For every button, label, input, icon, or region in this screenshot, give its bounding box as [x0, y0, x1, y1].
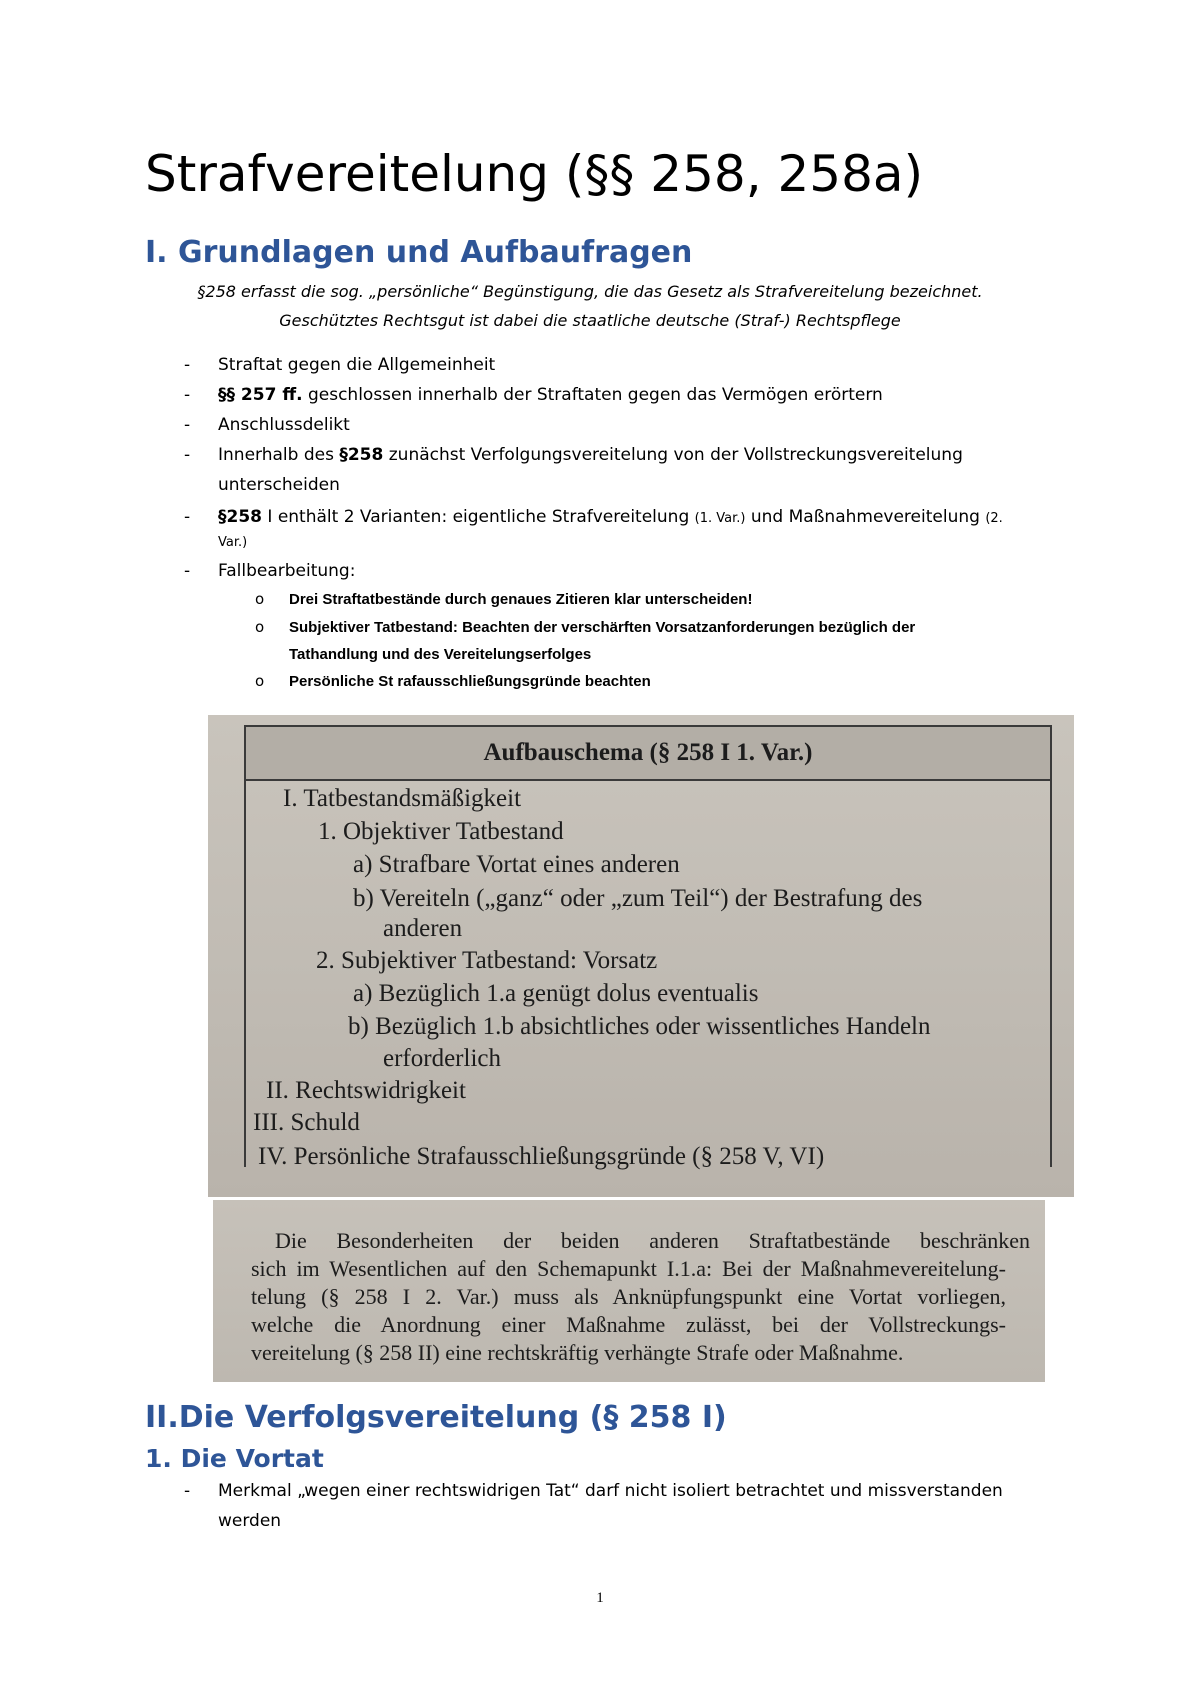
- note-hyphen: -: [998, 1256, 1006, 1281]
- note-line: telung (§ 258 I 2. Var.) muss als Anknüpfungspunkt eine Vortat vorliegen,: [251, 1284, 1006, 1309]
- schema-line: erforderlich: [383, 1045, 501, 1072]
- page-number: 1: [596, 1590, 604, 1606]
- variant-label: (1. Var.): [694, 511, 746, 526]
- citation: §258: [339, 445, 384, 465]
- sub-list-item-text: Drei Straftatbestände durch genaues Zitieren klar unterscheiden!: [289, 591, 753, 608]
- note-line: [251, 1256, 1006, 1282]
- intro-line-2: Geschütztes Rechtsgut ist dabei die staatliche deutsche (Straf-) Rechtspflege: [279, 311, 901, 330]
- sub-list-item-text: Tathandlung und des Vereitelungserfolges: [289, 646, 592, 663]
- circle-bullet: o: [255, 590, 265, 608]
- section-heading-verfolgsvereitelung: II.Die Verfolgsvereitelung (§ 258 I): [145, 1400, 727, 1435]
- schema-line: II. Rechtswidrigkeit: [266, 1077, 466, 1104]
- dash-bullet: -: [184, 507, 191, 527]
- schema-line: III. Schuld: [253, 1109, 360, 1136]
- list-item-text-start: Innerhalb des: [218, 445, 340, 465]
- list-item-text-rest: zunächst Verfolgungsvereitelung von der Vollstreckungsvereitelung: [383, 445, 963, 465]
- dash-bullet: -: [184, 355, 191, 375]
- list-item-text: werden: [218, 1511, 282, 1531]
- schema-line: anderen: [383, 915, 463, 942]
- circle-bullet: o: [255, 618, 265, 636]
- list-item-text: [218, 380, 883, 410]
- list-item-text: Anschlussdelikt: [218, 415, 350, 435]
- subsection-heading-vortat: 1. Die Vortat: [145, 1444, 324, 1473]
- section-heading-grundlagen: I. Grundlagen und Aufbaufragen: [145, 235, 693, 270]
- variant-label: (2.: [985, 511, 1003, 526]
- list-item-text: unterscheiden: [218, 475, 340, 495]
- sub-list-item-text: Subjektiver Tatbestand: Beachten der verschärften Vorsatzanforderungen bezüglich der: [289, 619, 916, 636]
- document-title: Strafvereitelung (§§ 258, 258a): [145, 145, 924, 203]
- circle-bullet: o: [255, 672, 265, 690]
- list-item-text: [218, 502, 1003, 534]
- schema-line: b) Vereiteln („ganz“ oder „zum Teil“) der Bestrafung des: [353, 885, 923, 912]
- dash-bullet: -: [184, 415, 191, 435]
- schema-line: a) Bezüglich 1.a genügt dolus eventualis: [353, 980, 759, 1007]
- list-item-text: Straftat gegen die Allgemeinheit: [218, 355, 496, 375]
- variant-label: Var.): [218, 535, 248, 550]
- schema-line: a) Strafbare Vortat eines anderen: [353, 851, 680, 878]
- note-line-text: sich im Wesentlichen auf den Schemapunkt I.1.a: Bei der Maßnahmevereitelung: [251, 1256, 999, 1281]
- schema-line: IV. Persönliche Strafausschließungsgründe (§ 258 V, VI): [258, 1143, 825, 1170]
- schema-line: I. Tatbestandsmäßigkeit: [283, 785, 522, 812]
- note-scan-image: [213, 1200, 1045, 1382]
- list-item-text: [218, 440, 963, 470]
- list-item-text: Fallbearbeitung:: [218, 561, 356, 581]
- list-item-text: Merkmal „wegen einer rechtswidrigen Tat“ darf nicht isoliert betrachtet und missverstanden: [218, 1481, 1003, 1501]
- dash-bullet: -: [184, 385, 191, 405]
- schema-scan-image: [208, 715, 1074, 1197]
- citation: §§ 257 ff.: [218, 385, 303, 405]
- sub-list-item-text: Persönliche St rafausschließungsgründe beachten: [289, 673, 651, 690]
- note-line: Die Besonderheiten der beiden anderen Straftatbestände beschränken: [275, 1228, 1030, 1253]
- dash-bullet: -: [184, 561, 191, 581]
- schema-line: 2. Subjektiver Tatbestand: Vorsatz: [316, 947, 658, 974]
- dash-bullet: -: [184, 445, 191, 465]
- dash-bullet: -: [184, 1481, 191, 1501]
- list-item-text-rest: I enthält 2 Varianten: eigentliche Strafvereitelung: [262, 507, 695, 527]
- list-item-text-rest: und Maßnahmevereitelung: [745, 507, 986, 527]
- schema-line: b) Bezüglich 1.b absichtliches oder wissentliches Handeln: [348, 1013, 931, 1040]
- intro-line-1: §258 erfasst die sog. „persönliche“ Begünstigung, die das Gesetz als Strafvereitelung bezeichnet.: [197, 282, 983, 301]
- note-line: vereitelung (§ 258 II) eine rechtskräftig verhängte Strafe oder Maßnahme.: [251, 1340, 904, 1365]
- list-item-text-rest: geschlossen innerhalb der Straftaten gegen das Vermögen erörtern: [302, 385, 883, 405]
- schema-line: 1. Objektiver Tatbestand: [318, 818, 564, 845]
- citation: §258: [218, 507, 262, 527]
- schema-header: Aufbauschema (§ 258 I 1. Var.): [246, 727, 1050, 781]
- note-line: welche die Anordnung einer Maßnahme zulässt, bei der Vollstreckungs-: [251, 1312, 1006, 1337]
